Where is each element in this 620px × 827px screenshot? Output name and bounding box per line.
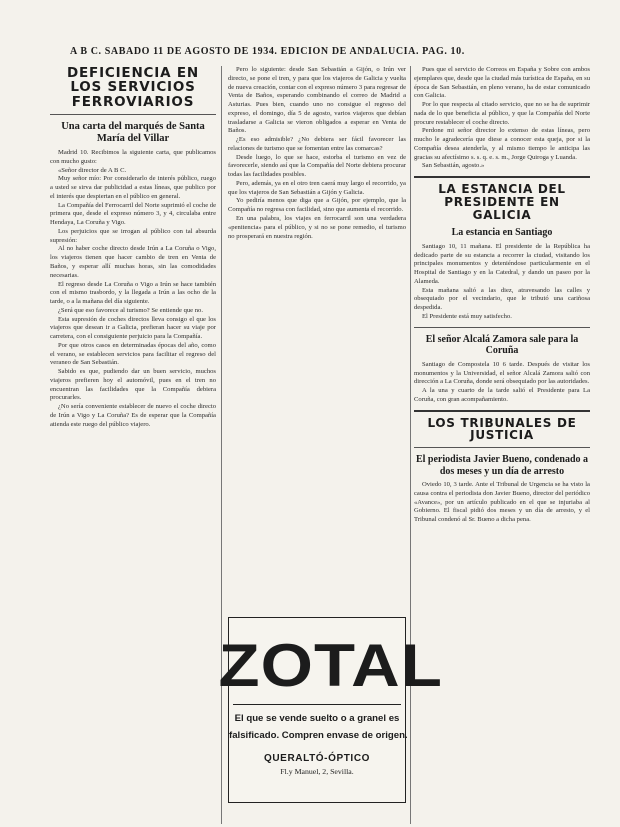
- divider: [414, 447, 590, 448]
- paragraph: Desde luego, lo que se hace, estorba el turismo en vez de favorecerle, siendo así que la Compañía del Norte debiera procurar todas las facilidades posibles.: [228, 153, 406, 179]
- divider: [414, 410, 590, 412]
- advertisement-zotal: [218, 617, 443, 803]
- paragraph: Santiago 10, 11 mañana. El presidente de la República ha dedicado parte de su estancia a recorrer la ciudad, visitando los principales monumentos y deteniéndose particularmente en el Hospital de Santiago y en la Catedral, y dando un paseo por la Alameda.: [414, 242, 590, 285]
- paragraph: Por que otros casos en determinadas épocas del año, como el verano, se establecen servicios para facilitar el regreso del veraneo de San Sebastián.: [50, 341, 216, 367]
- ad-address: Fl.y Manuel, 2, Sevilla.: [280, 767, 354, 777]
- ad-warning-line-1: El que se vende suelto o a granel es: [234, 713, 400, 725]
- paragraph: Esta mañana salió a las diez, atravesando las calles y obsequiado por el vecindario, que le tributó una cariñosa despedida.: [414, 286, 590, 312]
- article-body-presidente: [414, 243, 590, 322]
- column-2: [228, 66, 406, 612]
- headline-presidente: LA ESTANCIA DEL PRESIDENTE EN GALICIA: [438, 182, 566, 222]
- divider: [414, 176, 590, 178]
- paragraph: El Presidente está muy satisfecho.: [422, 312, 512, 320]
- divider: [50, 114, 216, 115]
- paragraph: A la una y cuarto de la tarde salió el Presidente para La Coruña, con gran acompañamiento.: [414, 387, 590, 403]
- headline-deficiencia: DEFICIENCIA EN LOS SERVICIOS FERROVIARIOS: [67, 66, 199, 110]
- article-body-tribunales: [414, 481, 590, 525]
- paragraph: Por lo que respecta al citado servicio, que no se ha de suprimir nada de lo que beneficia al público, y que la Compañía del Norte procure restablecer el coche directo.: [414, 101, 590, 126]
- article-body-conclusion: [414, 66, 590, 171]
- headline-tribunales: LOS TRIBUNALES DE JUSTICIA: [427, 415, 577, 443]
- paragraph: ¿No sería conveniente establecer de nuevo el coche directo de Irún a Vigo y La Coruña? Es de esperar que la Compañía atienda este ruego del público viajero.: [50, 403, 216, 428]
- article-body-ferroviarios: [50, 149, 216, 430]
- paragraph: Oviedo 10, 3 tarde. Ante el Tribunal de Urgencia se ha visto la causa contra el periodista don Javier Bueno, director del periódico «Avance», por un artículo publicado en el que se injuriaba al Gobierno. El fiscal pidió dos meses y un día de arresto, y el Tribunal condenó al Sr. Bueno a dicha pena.: [414, 481, 590, 524]
- ad-distributor: QUERALTÓ-ÓPTICO: [263, 753, 371, 765]
- paragraph: ¿Es eso admisible? ¿No debiera ser fácil favorecer las relaciones de turismo que se fomentan entre las comarcas?: [228, 136, 406, 152]
- paragraph: Esta supresión de coches directos lleva consigo el que los viajeros que desean ir a Galicia, prefieran hacer su viaje por carretera, con el consiguiente perjuicio para la Compañía.: [50, 315, 216, 341]
- column-divider: [410, 66, 411, 824]
- column-3: [414, 66, 590, 826]
- paragraph: Santiago de Compostela 10 6 tarde. Después de visitar los monumentos y la Universidad, el señor Alcalá Zamora salió con dirección a La Coruña, donde será obsequiado por las autoridades.: [414, 360, 590, 386]
- article-body-continued: [228, 66, 406, 241]
- column-1: [50, 66, 216, 826]
- paragraph: El regreso desde La Coruña o Vigo a Irún se hace también con el mismo trasbordo, y la llegada a Irún a las ocho de la tarde, o a la mañana del día siguiente.: [50, 280, 216, 306]
- paragraph: Sabido es que, pudiendo dar un buen servicio, muchos viajeros prefieren hoy el automóvil, pues en el tren no encuentran las facilidades que la Compañía debiera procurarles.: [50, 368, 216, 402]
- paragraph: Pero, además, ya en el otro tren caerá muy largo el recorrido, ya que los viajeros de San Sebastián a Gijón y Galicia.: [228, 179, 406, 196]
- paragraph: «Señor director de A B C.: [58, 166, 127, 174]
- divider: [414, 327, 590, 328]
- paragraph: Pero lo siguiente: desde San Sebastián a Gijón, o Irún ver directo, se pone el tren, y para que los viajeros de Galicia y vuelta de nueva creación, contar con el expreso número 3 para regresar de Venta de Baños, esperando combinando el correo de Madrid a Asturias. Pues bien, cuando uno no consigue el regreso del expreso, el domingo, día 5 de agosto, varios viajeros que debían trasladarse a Galicia se vieron obligados a esperar en Venta de Baños.: [228, 66, 406, 135]
- paragraph: Muy señor mío: Por considerarlo de interés público, ruego a usted se sirva dar publicidad a estas líneas, que publico por el interés que despiertan en el público en general.: [50, 175, 216, 200]
- paragraph: Perdone mi señor director lo extenso de estas líneas, pero mucho le agradecería que diese a conocer esta queja, por si la Compañía desea atenderla, y al mismo tiempo le anticipa las gracias su afectísimo s. s. q. e. s. m., Jorge Quiroga y Luanda.: [414, 127, 590, 161]
- paragraph: Pues que el servicio de Correos en España y Sobre con ambos ejemplares que, desde que la ciudad más turística de España, en su época de San Sebastián, en pleno verano, ha de estar comunicado con Galicia.: [414, 66, 590, 100]
- paragraph: En una palabra, los viajes en ferrocarril son una verdadera «penitencia» para el público, y si no se pone remedio, el turismo no prosperará en nuestra región.: [228, 215, 406, 240]
- paragraph: Los perjuicios que se irrogan al público con tal absurda supresión:: [50, 227, 216, 244]
- ad-divider: [233, 704, 401, 705]
- paragraph: La Compañía del Ferrocarril del Norte suprimió el coche de primera que, desde el expreso número 3, y 4, circulaba entre Hendaya, La Coruña y Vigo.: [50, 201, 216, 227]
- paragraph: Al no haber coche directo desde Irún a La Coruña o Vigo, los viajeros tienen que hacer cambio de tren en Venta de Baños, y esperar allí muchas horas, sin las comodidades necesarias.: [50, 245, 216, 279]
- ad-brand-word: ZOTAL: [218, 632, 443, 699]
- running-head: A B C. SABADO 11 DE AGOSTO DE 1934. EDICION DE ANDALUCIA. PAG. 10.: [70, 46, 465, 57]
- paragraph: Madrid 10. Recibimos la siguiente carta, que publicamos con mucho gusto:: [50, 149, 216, 165]
- article-body-coruna: [414, 361, 590, 405]
- subhead-carta: Una carta del marqués de Santa María del Villar: [61, 120, 205, 144]
- paragraph: Yo pediría menos que diga que a Gijón, por ejemplo, que la Compañía no regresa con facilidad, sino que aumenta el recorrido.: [228, 197, 406, 214]
- paragraph: ¿Será que eso favorece al turismo? Se entiende que no.: [58, 306, 204, 314]
- subhead-alcala-zamora: El señor Alcalá Zamora sale para la Coruña: [425, 333, 579, 357]
- column-divider: [221, 66, 222, 824]
- ad-warning-line-2: falsificado. Compren envase de origen.: [229, 730, 408, 742]
- subhead-javier-bueno: El periodista Javier Bueno, condenado a dos meses y un día de arresto: [415, 454, 589, 477]
- subhead-santiago: La estancia en Santiago: [451, 227, 553, 239]
- paragraph: San Sebastián, agosto.»: [422, 162, 485, 170]
